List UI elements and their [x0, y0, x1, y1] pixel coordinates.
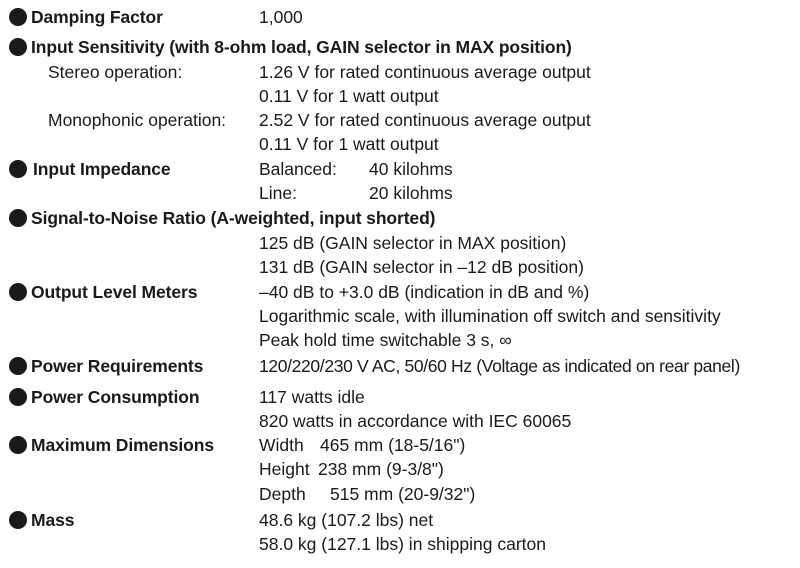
spec-row: [0, 304, 800, 328]
spec-label: Maximum Dimensions: [31, 435, 214, 455]
spec-damping-factor: [0, 5, 800, 29]
spec-mass: [0, 508, 800, 532]
spec-label: Input Impedance: [33, 159, 171, 179]
bullet-icon: [9, 283, 27, 301]
spec-value: –40 dB to +3.0 dB (indication in dB and %): [259, 282, 590, 302]
bullet-icon: [9, 511, 27, 529]
spec-row: [0, 108, 800, 132]
bullet-icon: [9, 436, 27, 454]
spec-value: Peak hold time switchable 3 s, ∞: [259, 330, 512, 350]
spec-value: 120/220/230 V AC, 50/60 Hz (Voltage as indicated on rear panel): [259, 356, 740, 376]
spec-value: 515 mm (20-9/32"): [330, 484, 476, 504]
spec-row: [0, 457, 800, 481]
spec-label: Signal-to-Noise Ratio (A-weighted, input shorted): [31, 208, 436, 228]
spec-row: [0, 482, 800, 506]
spec-row: [0, 409, 800, 433]
spec-value: 0.11 V for 1 watt output: [259, 134, 439, 154]
spec-value: 465 mm (18-5/16"): [320, 435, 466, 455]
spec-row: [0, 84, 800, 108]
spec-label: Damping Factor: [31, 7, 163, 27]
spec-value: 238 mm (9-3/8"): [318, 459, 444, 479]
spec-value: 48.6 kg (107.2 lbs) net: [259, 510, 434, 530]
spec-label: Power Consumption: [31, 387, 200, 407]
spec-power-consumption: [0, 385, 800, 409]
spec-value: 20 kilohms: [369, 183, 453, 203]
spec-input-sensitivity: [0, 35, 800, 59]
spec-label: Input Sensitivity (with 8-ohm load, GAIN selector in MAX position): [31, 37, 572, 57]
bullet-icon: [9, 388, 27, 406]
spec-signal-to-noise: [0, 206, 800, 230]
spec-power-requirements: [0, 354, 800, 378]
spec-value: 820 watts in accordance with IEC 60065: [259, 411, 572, 431]
spec-value: 117 watts idle: [259, 387, 365, 407]
sub-label: Monophonic operation:: [48, 110, 227, 130]
sub-label: Stereo operation:: [48, 62, 183, 82]
spec-value: 40 kilohms: [369, 159, 453, 179]
spec-maximum-dimensions: [0, 433, 800, 457]
bullet-icon: [9, 357, 27, 375]
spec-value: 58.0 kg (127.1 lbs) in shipping carton: [259, 534, 546, 554]
sub-label: Height: [259, 459, 310, 479]
sub-label: Width: [259, 435, 304, 455]
spec-row: [0, 532, 800, 556]
spec-value: Logarithmic scale, with illumination off switch and sensitivity: [259, 306, 721, 326]
bullet-icon: [9, 38, 27, 56]
spec-row: [0, 231, 800, 255]
bullet-icon: [9, 160, 27, 178]
spec-row: [0, 181, 800, 205]
spec-row: [0, 132, 800, 156]
spec-row: [0, 60, 800, 84]
spec-value: 2.52 V for rated continuous average output: [259, 110, 591, 130]
spec-row: [0, 255, 800, 279]
bullet-icon: [9, 209, 27, 227]
bullet-icon: [9, 8, 27, 26]
spec-label: Output Level Meters: [31, 282, 198, 302]
sub-label: Balanced:: [259, 159, 337, 179]
spec-value: 0.11 V for 1 watt output: [259, 86, 439, 106]
spec-input-impedance: [0, 157, 800, 181]
sub-label: Line:: [259, 183, 297, 203]
spec-label: Mass: [31, 510, 75, 530]
spec-value: 1.26 V for rated continuous average output: [259, 62, 591, 82]
spec-value: 125 dB (GAIN selector in MAX position): [259, 233, 567, 253]
sub-label: Depth: [259, 484, 306, 504]
spec-value: 1,000: [259, 7, 303, 27]
spec-row: [0, 328, 800, 352]
spec-output-level-meters: [0, 280, 800, 304]
spec-value: 131 dB (GAIN selector in –12 dB position): [259, 257, 584, 277]
spec-label: Power Requirements: [31, 356, 204, 376]
